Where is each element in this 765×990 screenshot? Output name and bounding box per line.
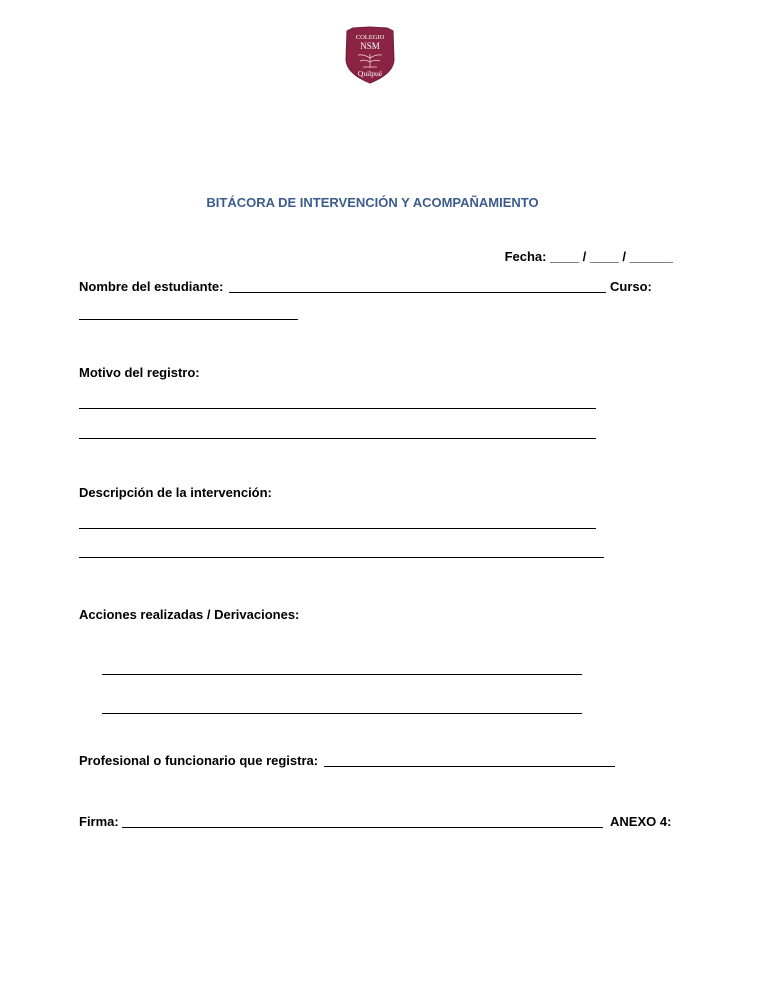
school-crest-logo [343, 26, 397, 84]
anexo-label: ANEXO 4: [610, 814, 672, 829]
firma-line[interactable] [122, 827, 603, 828]
profesional-line[interactable] [324, 766, 615, 767]
crest-text-nsm: NSM [360, 41, 380, 51]
acciones-line-2[interactable] [102, 713, 582, 714]
crest-text-colegio: COLEGIO [355, 34, 385, 41]
firma-label: Firma: [79, 814, 119, 829]
crest-text-quilpue: Quilpué [357, 69, 383, 78]
profesional-label: Profesional o funcionario que registra: [79, 753, 319, 768]
student-name-line[interactable] [229, 292, 606, 293]
student-name-label: Nombre del estudiante: [79, 279, 224, 294]
motivo-label: Motivo del registro: [79, 365, 200, 380]
acciones-label: Acciones realizadas / Derivaciones: [79, 607, 300, 622]
curso-label: Curso: [610, 279, 652, 294]
motivo-line-2[interactable] [79, 438, 596, 439]
descripcion-line-1[interactable] [79, 528, 596, 529]
acciones-line-1[interactable] [102, 674, 582, 675]
curso-line[interactable] [79, 319, 298, 320]
descripcion-label: Descripción de la intervención: [79, 485, 272, 500]
fecha-label: Fecha: ____ / ____ / ______ [504, 249, 673, 264]
motivo-line-1[interactable] [79, 408, 596, 409]
descripcion-line-2[interactable] [79, 557, 604, 558]
document-title: BITÁCORA DE INTERVENCIÓN Y ACOMPAÑAMIENTO [206, 195, 539, 210]
